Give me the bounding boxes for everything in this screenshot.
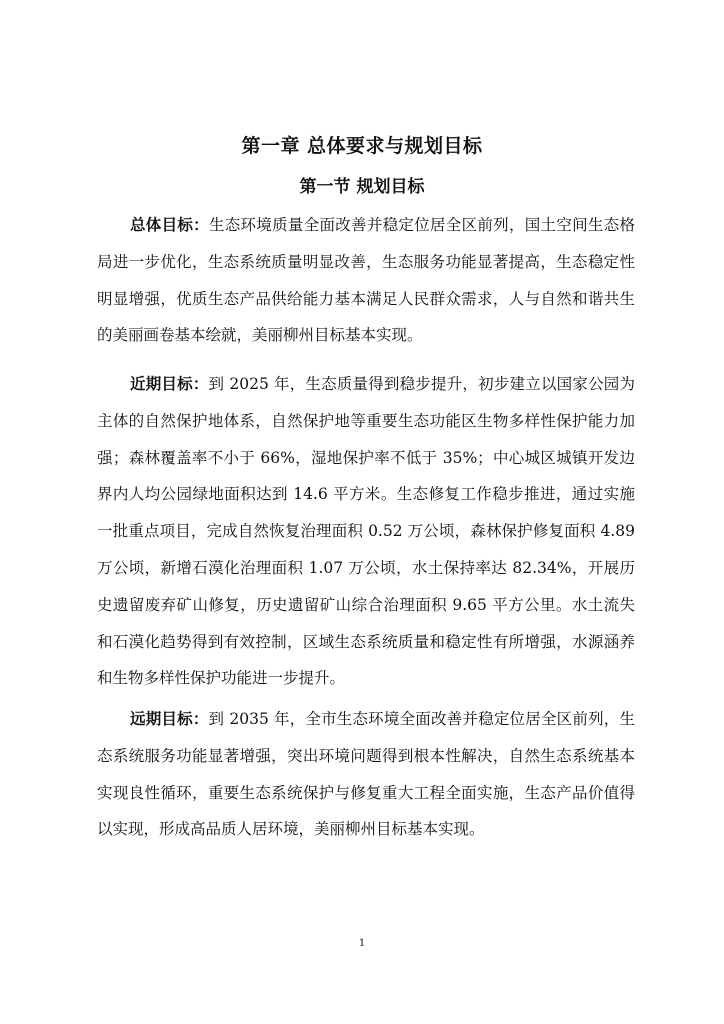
paragraph-overall-goal xyxy=(97,207,635,354)
paragraph-long-term-goal xyxy=(97,701,635,848)
chapter-title: 第一章 总体要求与规划目标 xyxy=(241,135,483,157)
paragraph-text: 生态环境质量全面改善并稳定位居全区前列，国土空间生态格局进一步优化，生态系统质量明显改善，生态服务功能显著提高，生态稳定性明显增强，优质生态产品供给能力基本满足人民群众需求，人与自然和谐共生的美丽画卷基本绘就，美丽柳州目标基本实现。 xyxy=(97,216,635,345)
page-number: 1 xyxy=(358,938,366,949)
paragraph-lead: 近期目标： xyxy=(130,375,209,393)
paragraph-lead: 远期目标： xyxy=(130,710,209,728)
paragraph-text: 到 2025 年，生态质量得到稳步提升，初步建立以国家公园为主体的自然保护地体系，自然保护地等重要生态功能区生物多样性保护能力加强；森林覆盖率不小于 66%，湿地保护率不低于 35%；中心城区城镇开发边界内人均公园绿地面积达到 14.6 平方米。生态修复工作稳步推进，通过实施一批重点项目，完成自然恢复治理面积 0.52 万公顷，森林保护修复面积 4.89 万公顷，新增石漠化治理面积 1.07 万公顷，水土保持率达 82.34%，开展历史遗留废弃矿山修复，历史遗留矿山综合治理面积 9.65 平方公里。水土流失和石漠化趋势得到有效控制，区域生态系统质量和稳定性有所增强，水源涵养和生物多样性保护功能进一步提升。 xyxy=(97,375,635,688)
paragraph-text: 到 2035 年，全市生态环境全面改善并稳定位居全区前列，生态系统服务功能显著增强，突出环境问题得到根本性解决，自然生态系统基本实现良性循环，重要生态系统保护与修复重大工程全面实施，生态产品价值得以实现，形成高品质人居环境，美丽柳州目标基本实现。 xyxy=(97,710,635,839)
paragraph-near-term-goal xyxy=(97,366,635,697)
paragraph-lead: 总体目标： xyxy=(130,216,209,234)
section-title: 第一节 规划目标 xyxy=(299,177,425,197)
